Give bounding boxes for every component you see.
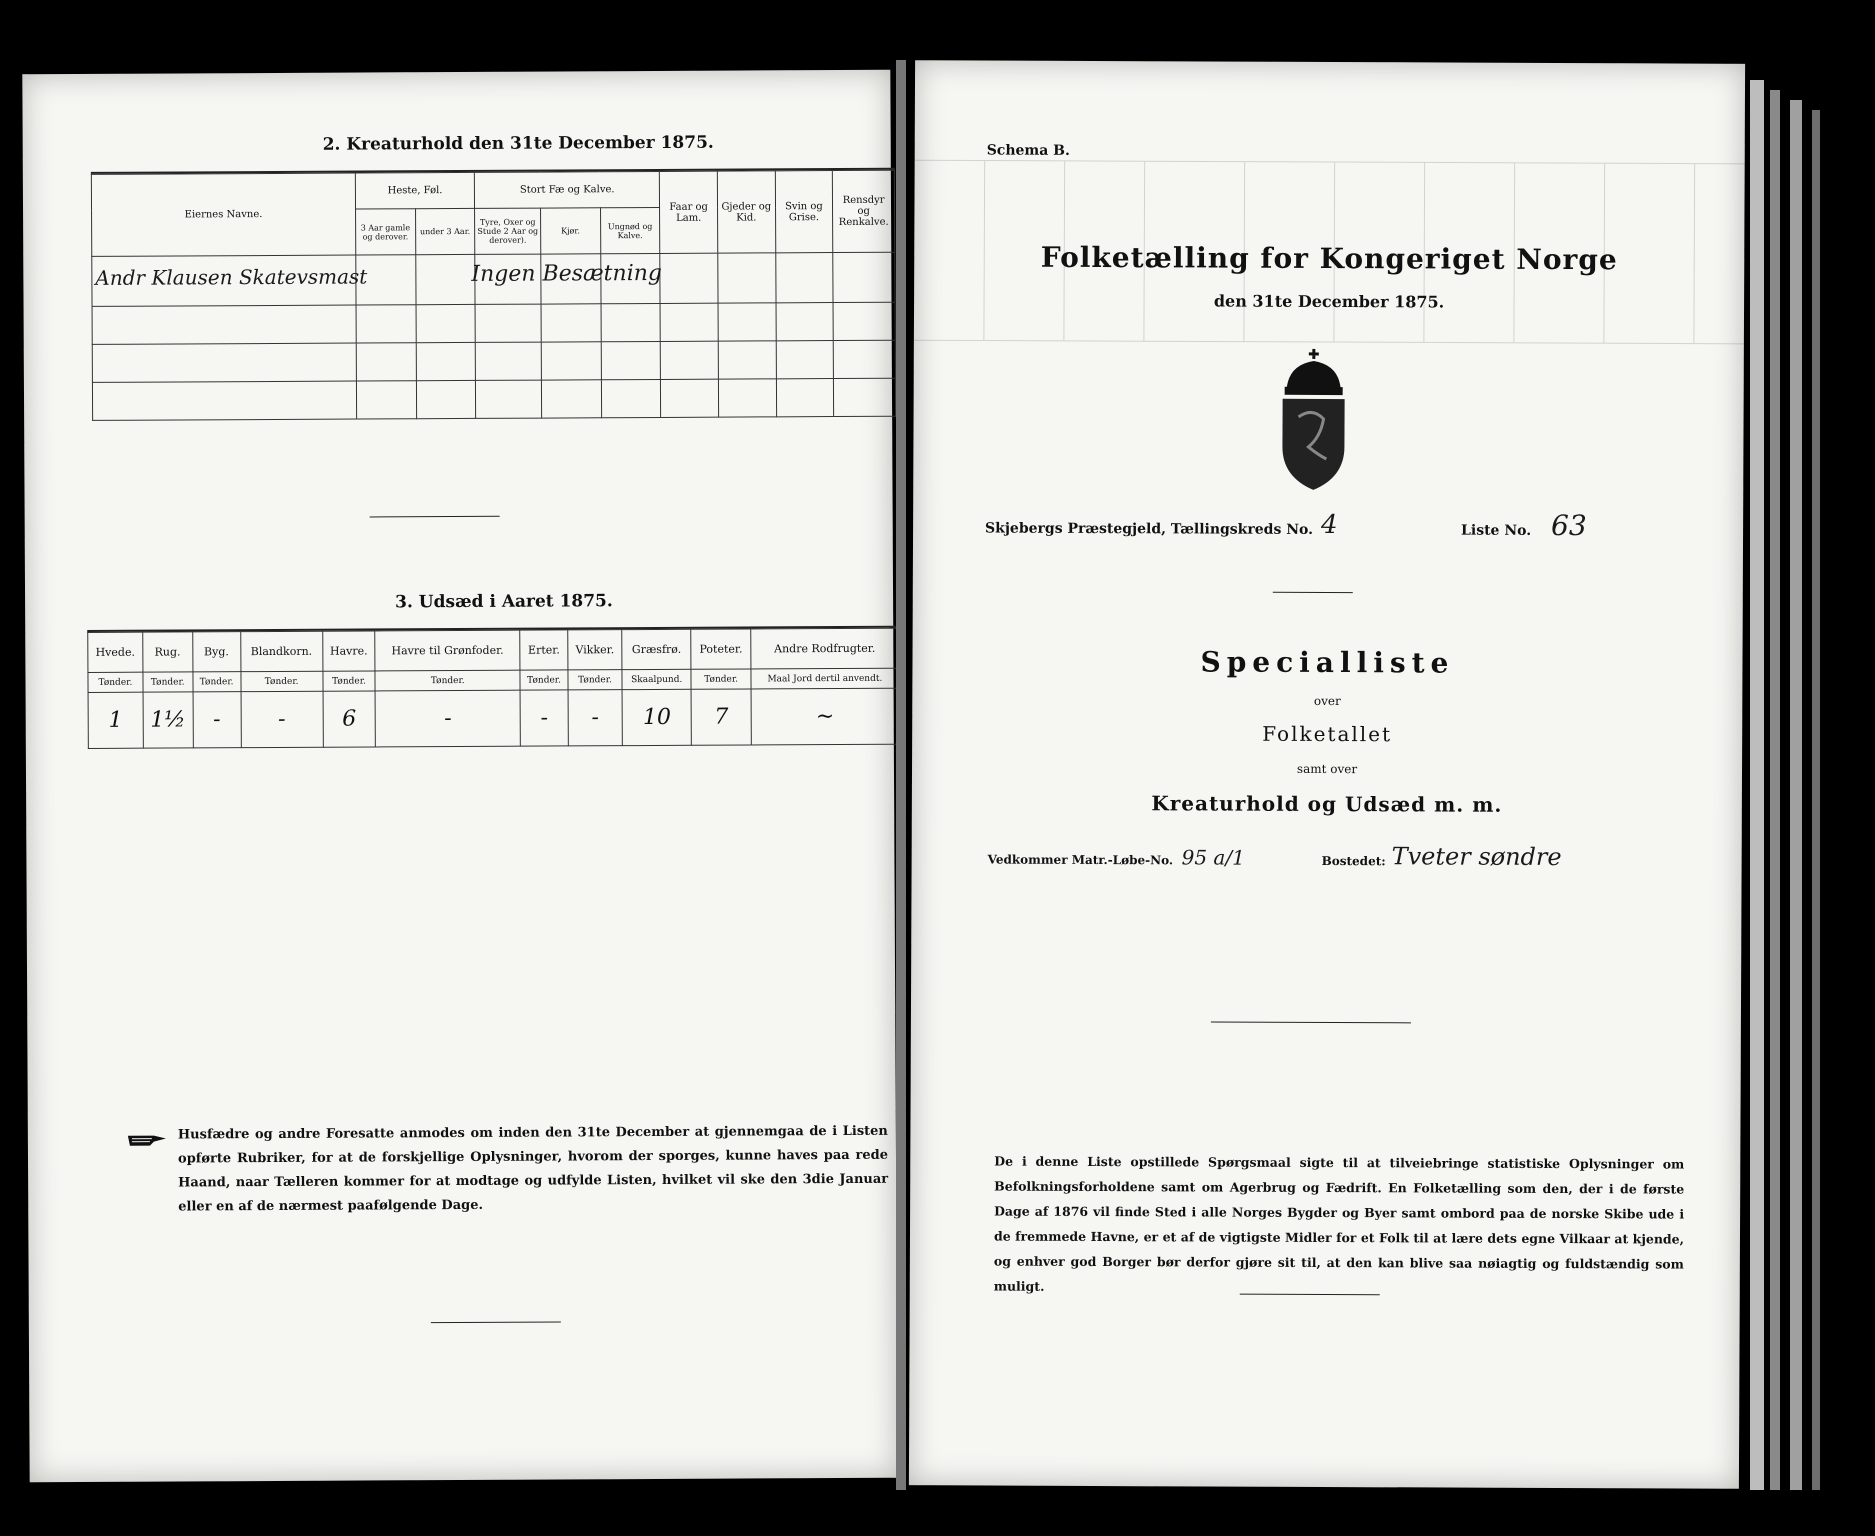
over-text: over — [1313, 693, 1341, 709]
udsaed-table — [87, 628, 900, 749]
udsaed-value-cell: ~ — [751, 688, 900, 745]
udsaed-value-cell: - — [193, 692, 241, 748]
coat-of-arms-icon — [1268, 347, 1359, 492]
udsaed-value-cell: 1½ — [143, 692, 193, 748]
folketallet-title: Folketallet — [1262, 721, 1393, 747]
bostedet-value: Tveter søndre — [1391, 842, 1562, 872]
page-edge-3 — [1790, 100, 1802, 1490]
kreds-label: Tællingskreds No. — [1170, 521, 1314, 538]
udsaed-unit-cell: Tønder. — [193, 672, 241, 692]
kreaturhold-title: Kreaturhold og Udsæd m. m. — [1151, 791, 1503, 817]
udsaed-header-cell: Rug. — [143, 632, 193, 672]
notice-text: Husfædre og andre Foresatte anmodes om inden den 31te December at gjennemgaa de i Listen opførte Rubriker, for at de forskjellige Oplysninger, hvorom der sporges, kunne haves paa rede Haand, naar Tælleren kommer for at modtage og udfylde Listen, hvilket vil ske den 3die Januar eller en af de nærmest paafølgende Dage. — [177, 1123, 889, 1215]
udsaed-header-cell: Havre. — [322, 631, 375, 671]
udsaed-header-cell: Græsfrø. — [622, 629, 692, 669]
gutter — [896, 60, 906, 1490]
prestegjeld-name: Skjebergs — [985, 520, 1063, 537]
udsaed-value-cell: 1 — [88, 692, 143, 748]
udsaed-header-cell: Byg. — [192, 632, 240, 672]
col-stort: Stort Fæ og Kalve. — [475, 171, 660, 208]
udsaed-value-cell: 7 — [692, 689, 752, 745]
bottom-divider — [431, 1321, 561, 1323]
udsaed-unit-cell: Tønder. — [691, 669, 750, 689]
page-edge-4 — [1812, 110, 1820, 1490]
matr-label: Vedkommer Matr.-Løbe-No. — [987, 852, 1174, 868]
section3-title: 3. Udsæd i Aaret 1875. — [395, 591, 613, 613]
udsaed-header-cell: Havre til Grønfoder. — [375, 630, 520, 671]
main-title: Folketælling for Kongeriget Norge — [1040, 240, 1618, 277]
kreaturhold-table — [91, 170, 896, 421]
main-subtitle: den 31te December 1875. — [1213, 291, 1445, 312]
right-page — [909, 60, 1745, 1489]
kjor-entry-handwriting: Ingen Besætning — [471, 260, 663, 287]
prestegjeld-line — [985, 521, 1313, 538]
owner-name-handwriting: Andr Klausen Skatevsmast — [95, 264, 368, 290]
udsaed-header-cell: Andre Rodfrugter. — [750, 628, 898, 669]
liste-number: 63 — [1551, 508, 1587, 543]
page-edge-1 — [1750, 80, 1764, 1490]
col-owner: Eiernes Navne. — [91, 173, 355, 256]
prestegjeld-label: Præstegjeld, — [1067, 520, 1167, 538]
udsaed-value-cell: - — [241, 691, 323, 747]
liste-label: Liste No. — [1461, 522, 1532, 539]
left-page — [22, 70, 897, 1483]
matr-number: 95 a/1 — [1181, 845, 1245, 870]
udsaed-unit-cell: Maal Jord dertil anvendt. — [751, 668, 899, 689]
col-stort-a: Tyre, Oxer og Stude 2 Aar og derover). — [475, 208, 541, 254]
udsaed-value-cell: - — [375, 690, 520, 747]
col-faar: Faar og Lam. — [660, 171, 718, 253]
udsaed-header-cell: Vikker. — [568, 630, 622, 670]
udsaed-value-cell: 10 — [622, 689, 692, 745]
page-edge-2 — [1770, 90, 1780, 1490]
udsaed-header-cell: Poteter. — [691, 629, 751, 669]
col-gjeder: Gjeder og Kid. — [717, 171, 775, 253]
udsaed-unit-cell: Skaalpund. — [622, 669, 692, 689]
section2-title: 2. Kreaturhold den 31te December 1875. — [322, 132, 714, 155]
info-paragraph: De i denne Liste opstillede Spørgsmaal sigte til at tilveiebringe statistiske Oplysninger om Befolkningsforholdene samt om Agerbrug og Fædrift. En Folketælling som den, der i de første Dage af 1876 vil finde Sted i alle Norges Bygder og Byer samt ombord paa de norske Skibe ude i de fremmede Havne, er et af de vigtigste Midler for et Folk til at lære dets egne Vilkaar at kjende, og enhver god Borger bør derfor gjøre sit til, at den kan blive saa nøiagtig og fuldstændig som muligt. — [993, 1153, 1685, 1294]
col-heste-b: under 3 Aar. — [415, 208, 475, 254]
udsaed-header-cell: Blandkorn. — [240, 631, 322, 671]
col-svin: Svin og Grise. — [775, 171, 833, 253]
samt-over-text: samt over — [1296, 761, 1358, 777]
col-heste-a: 3 Aar gamle og derover. — [355, 209, 415, 255]
udsaed-value-cell: - — [568, 690, 622, 746]
pointing-hand-icon — [126, 1130, 170, 1150]
udsaed-unit-cell: Tønder. — [88, 672, 143, 692]
specialliste-title: Specialliste — [1200, 645, 1455, 680]
divider — [370, 516, 500, 518]
col-stort-b: Kjør. — [541, 208, 601, 254]
col-heste: Heste, Føl. — [355, 172, 474, 209]
short-rule — [1273, 592, 1353, 593]
udsaed-unit-cell: Tønder. — [520, 670, 568, 690]
udsaed-unit-cell: Tønder. — [323, 671, 376, 691]
udsaed-unit-cell: Tønder. — [143, 672, 193, 692]
udsaed-value-cell: 6 — [323, 691, 376, 747]
col-stort-c: Ungnød og Kalve. — [600, 207, 660, 253]
udsaed-unit-cell: Tønder. — [241, 671, 323, 691]
schema-label: Schema B. — [986, 142, 1070, 159]
udsaed-value-cell: - — [520, 690, 568, 746]
long-rule — [1211, 1021, 1411, 1023]
bostedet-label: Bostedet: — [1321, 853, 1386, 869]
udsaed-unit-cell: Tønder. — [375, 670, 520, 691]
kreds-number: 4 — [1321, 509, 1338, 541]
udsaed-header-cell: Erter. — [520, 630, 568, 670]
col-rensdyr: Rensdyr og Renkalve. — [833, 170, 895, 252]
udsaed-header-cell: Hvede. — [88, 632, 143, 672]
udsaed-unit-cell: Tønder. — [568, 670, 622, 690]
